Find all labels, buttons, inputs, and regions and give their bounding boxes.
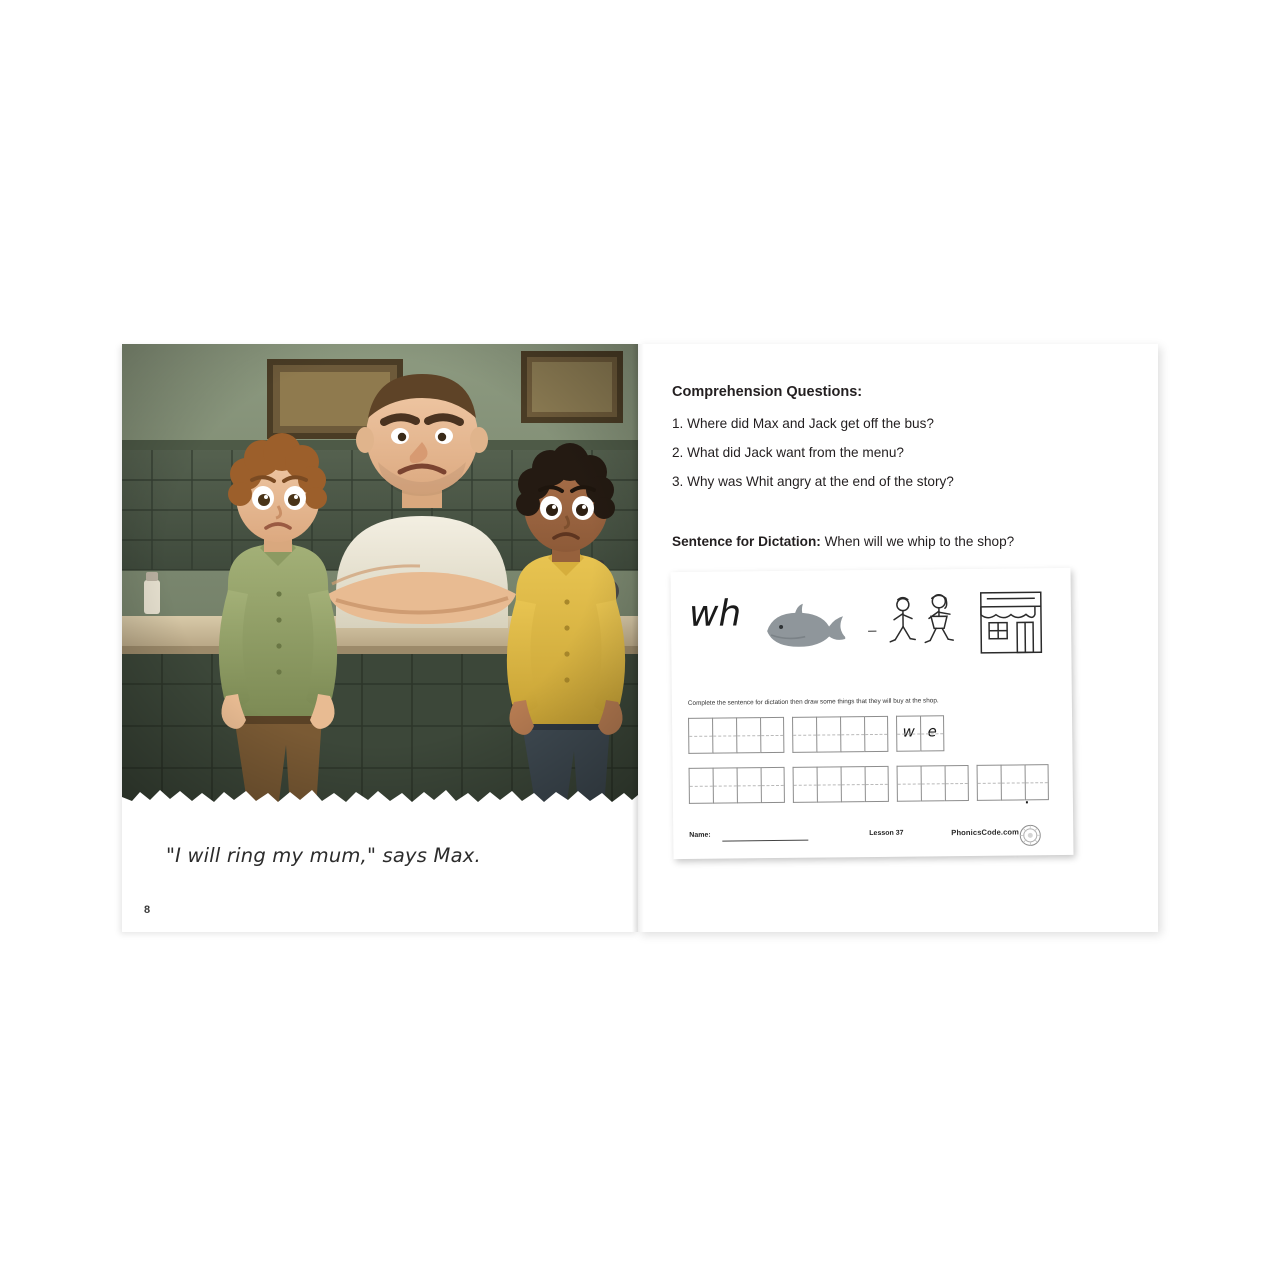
word-box[interactable] xyxy=(689,767,785,804)
word-box[interactable] xyxy=(688,717,784,754)
award-seal-icon xyxy=(1019,824,1041,846)
letter-cell[interactable] xyxy=(736,717,760,753)
word-box-filled[interactable] xyxy=(896,715,944,752)
letter-cell[interactable] xyxy=(921,765,945,801)
letter-cell[interactable] xyxy=(864,716,888,752)
name-input-line[interactable] xyxy=(722,840,808,842)
word-box[interactable] xyxy=(793,766,889,803)
book-right-page xyxy=(638,344,1158,932)
grapheme-label: wh xyxy=(688,593,742,635)
letter-cell[interactable] xyxy=(688,718,712,754)
letter-cell[interactable] xyxy=(896,715,920,751)
worksheet-footer xyxy=(689,824,1059,850)
letter-cell[interactable] xyxy=(945,765,969,801)
letter-cell[interactable] xyxy=(977,765,1001,801)
worksheet-instruction: Complete the sentence for dictation then draw some things that they will buy at the shop. xyxy=(687,697,939,707)
lesson-label: Lesson 37 xyxy=(869,829,904,838)
letter-cell[interactable] xyxy=(760,717,784,753)
whale-icon xyxy=(759,602,845,649)
word-box[interactable] xyxy=(897,765,969,802)
brand-label: PhonicsCode.com xyxy=(951,827,1020,838)
question-2: 2. What did Jack want from the menu? xyxy=(672,445,904,460)
letter-cell[interactable] xyxy=(793,767,817,803)
letter-cell[interactable] xyxy=(689,768,713,804)
letter-cell[interactable] xyxy=(840,716,864,752)
letter-cell[interactable] xyxy=(865,766,889,802)
shop-building-icon xyxy=(975,586,1050,659)
book-left-page xyxy=(122,344,638,932)
letter-cell[interactable] xyxy=(761,767,785,803)
cell-letter: w xyxy=(902,722,915,741)
name-label: Name: xyxy=(689,831,711,839)
dictation-label: Sentence for Dictation: xyxy=(672,534,821,549)
three-characters-in-diner-illustration xyxy=(122,344,638,809)
letter-cell[interactable] xyxy=(713,767,737,803)
torn-paper-edge xyxy=(122,783,638,809)
letter-cell[interactable] xyxy=(1001,764,1025,800)
letter-cell[interactable] xyxy=(920,715,944,751)
word-box[interactable] xyxy=(792,716,888,753)
letter-cell[interactable] xyxy=(712,717,736,753)
dictation-sentence: When will we whip to the shop? xyxy=(824,534,1015,549)
letter-cell[interactable] xyxy=(817,766,841,802)
comprehension-questions-heading: Comprehension Questions: xyxy=(672,384,863,400)
worksheet-card xyxy=(671,568,1074,859)
question-1: 1. Where did Max and Jack get off the bus? xyxy=(672,416,934,431)
story-caption: "I will ring my mum," says Max. xyxy=(166,844,481,867)
minus-sign: – xyxy=(868,621,877,640)
letter-cell[interactable] xyxy=(816,716,840,752)
page-number: 8 xyxy=(144,904,151,916)
letter-cell[interactable] xyxy=(737,767,761,803)
end-punctuation: . xyxy=(1024,790,1029,807)
letter-cell[interactable] xyxy=(897,765,921,801)
dictation-line xyxy=(672,534,1014,549)
children-running-icon xyxy=(883,591,972,654)
letter-cell[interactable] xyxy=(841,766,865,802)
open-book-spread xyxy=(122,344,1158,932)
letter-cell[interactable] xyxy=(792,717,816,753)
dictation-row-1 xyxy=(688,715,944,754)
dictation-row-2 xyxy=(689,764,1049,807)
question-3: 3. Why was Whit angry at the end of the story? xyxy=(672,474,954,489)
cell-letter: e xyxy=(927,722,937,741)
word-box[interactable] xyxy=(977,764,1049,801)
